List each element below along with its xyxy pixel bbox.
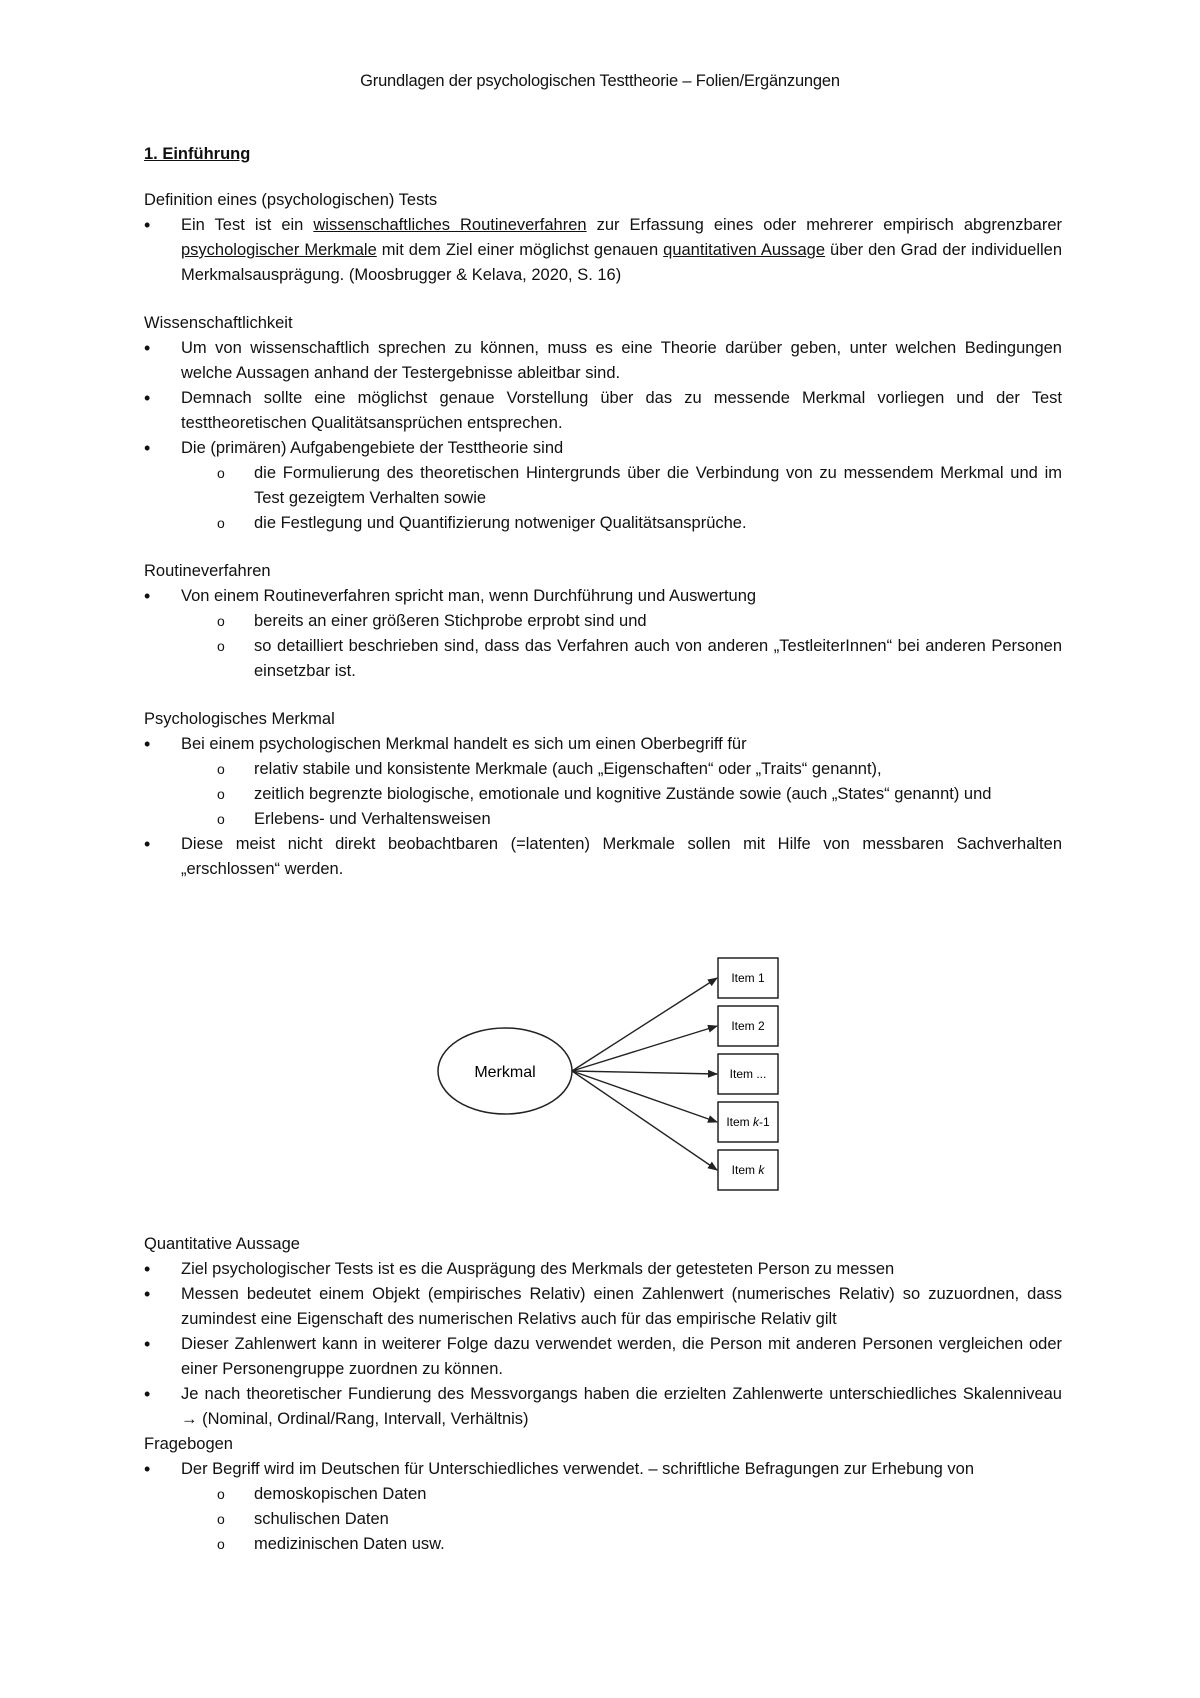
merkmal-item-diagram (0, 946, 1200, 1196)
fragebogen-list (144, 1457, 1062, 1482)
list-item: • Demnach sollte eine möglichst genaue Vorstellung über das zu messende Merkmal vorliegen und der Test testtheoretischen Qualitätsansprüchen entsprechen. (144, 386, 1062, 436)
routineverfahren-list (144, 584, 1062, 609)
section-title-merkmal: Psychologisches Merkmal (144, 710, 335, 728)
definition-text-1: Ein Test ist ein (181, 216, 314, 234)
sub-list-item: o Erlebens- und Verhaltensweisen (144, 807, 1062, 832)
section-title-definition: Definition eines (psychologischen) Tests (144, 191, 438, 209)
sub-list-item: o so detailliert beschrieben sind, dass das Verfahren auch von anderen „TestleiterInnen“ bei anderen Personen einsetzbar ist. (144, 634, 1062, 684)
content-lower (144, 1232, 1062, 1557)
item-label-variable: k (753, 1115, 759, 1129)
definition-text-2: zur Erfassung eines oder mehrerer empirisch abgrenzbarer (586, 216, 1062, 234)
term-merkmale: psychologischer Merkmale (181, 241, 377, 259)
definition-bullet (144, 213, 1062, 288)
arrow-line (572, 1026, 717, 1071)
sub-list-item: o relativ stabile und konsistente Merkmale (auch „Eigenschaften“ oder „Traits“ genannt), (144, 757, 1062, 782)
sub-list-item: o demoskopischen Daten (144, 1482, 1062, 1507)
definition-list (144, 213, 1062, 288)
term-quantitative-aussage: quantitativen Aussage (663, 241, 826, 259)
arrow-line (572, 1071, 717, 1122)
item-label-prefix: Item ... (729, 1067, 767, 1081)
section-title-fragebogen: Fragebogen (144, 1435, 233, 1453)
wissenschaftlichkeit-list (144, 336, 1062, 461)
item-label-prefix: Item 2 (731, 1019, 765, 1033)
sub-list-item: o zeitlich begrenzte biologische, emotionale und kognitive Zustände sowie (auch „States“ genannt) und (144, 782, 1062, 807)
wissenschaftlichkeit-sublist (144, 461, 1062, 536)
term-routineverfahren: wissenschaftliches Routineverfahren (313, 216, 587, 234)
section-title-wissenschaftlichkeit: Wissenschaftlichkeit (144, 314, 293, 332)
list-item-text: Je nach theoretischer Fundierung des Messvorgangs haben die erzielten Zahlenwerte unterschiedliches Skalenniveau (181, 1385, 1062, 1403)
list-item-text: Die (primären) Aufgabengebiete der Testtheorie sind (181, 439, 564, 457)
item-label-suffix: -1 (759, 1115, 770, 1129)
definition-text-4: über den Grad der individuellen Merkmalsausprägung. (Moosbrugger & Kelava, 2020, S. 16) (181, 241, 1063, 284)
sub-list-item: o die Formulierung des theoretischen Hintergrunds über die Verbindung von zu messendem Merkmal und im Test gezeigtem Verhalten sowie (144, 461, 1062, 511)
list-item: • Von einem Routineverfahren spricht man, wenn Durchführung und Auswertung (144, 584, 1062, 609)
arrow-line (572, 1071, 717, 1170)
latent-label: Merkmal (474, 1064, 536, 1081)
scale-levels: (Nominal, Ordinal/Rang, Intervall, Verhältnis) (197, 1410, 529, 1428)
sub-list-item: o die Festlegung und Quantifizierung notweniger Qualitätsansprüche. (144, 511, 1062, 536)
item-label-variable: k (758, 1163, 765, 1177)
list-item (144, 1382, 1062, 1432)
content-upper (144, 142, 1062, 882)
page-header: Grundlagen der psychologischen Testtheorie – Folien/Ergänzungen (360, 72, 840, 90)
list-item: • Der Begriff wird im Deutschen für Unterschiedliches verwendet. – schriftliche Befragungen zur Erhebung von (144, 1457, 1062, 1482)
list-item: • Messen bedeutet einem Objekt (empirisches Relativ) einen Zahlenwert (numerisches Relativ) so zuzuordnen, dass zumindest eine Eigenschaft des numerischen Relativs auch für das empirische Relativ gilt (144, 1282, 1062, 1332)
routineverfahren-sublist (144, 609, 1062, 684)
item-label-prefix: Item 1 (731, 971, 765, 985)
quantitativ-list (144, 1257, 1062, 1432)
arrow-line (572, 1071, 717, 1074)
sub-list-item: o medizinischen Daten usw. (144, 1532, 1062, 1557)
item-label-prefix: Item (726, 1115, 753, 1129)
section-title-routineverfahren: Routineverfahren (144, 562, 271, 580)
definition-text-3: mit dem Ziel einer möglichst genauen (376, 241, 664, 259)
diagram-svg (0, 946, 1200, 1196)
item-label-prefix: Item (731, 1163, 759, 1177)
list-item: • Dieser Zahlenwert kann in weiterer Folge dazu verwendet werden, die Person mit anderen Personen vergleichen oder einer Personengruppe zuordnen zu können. (144, 1332, 1062, 1382)
merkmal-list-2 (144, 832, 1062, 882)
fragebogen-sublist (144, 1482, 1062, 1557)
list-item: • Diese meist nicht direkt beobachtbaren (=latenten) Merkmale sollen mit Hilfe von messbaren Sachverhalten „erschlossen“ werden. (144, 832, 1062, 882)
item-group (572, 958, 778, 1190)
list-item: • Bei einem psychologischen Merkmal handelt es sich um einen Oberbegriff für (144, 732, 1062, 757)
sub-list-item: o bereits an einer größeren Stichprobe erprobt sind und (144, 609, 1062, 634)
item-label (731, 971, 765, 985)
item-label (730, 1067, 767, 1081)
list-item: • Ziel psychologischer Tests ist es die Ausprägung des Merkmals der getesteten Person zu messen (144, 1257, 1062, 1282)
sub-list-item: o schulischen Daten (144, 1507, 1062, 1532)
item-label (731, 1019, 765, 1033)
arrow-right-icon: → (181, 1410, 198, 1428)
item-label (726, 1115, 770, 1129)
chapter-title: 1. Einführung (144, 145, 251, 163)
list-item (144, 436, 1062, 461)
section-title-quantitativ: Quantitative Aussage (144, 1235, 300, 1253)
arrow-line (572, 978, 717, 1071)
merkmal-list (144, 732, 1062, 757)
list-item: • Um von wissenschaftlich sprechen zu können, muss es eine Theorie darüber geben, unter welchen Bedingungen welche Aussagen anhand der Testergebnisse ableitbar sind. (144, 336, 1062, 386)
item-label (732, 1163, 766, 1177)
merkmal-sublist (144, 757, 1062, 832)
